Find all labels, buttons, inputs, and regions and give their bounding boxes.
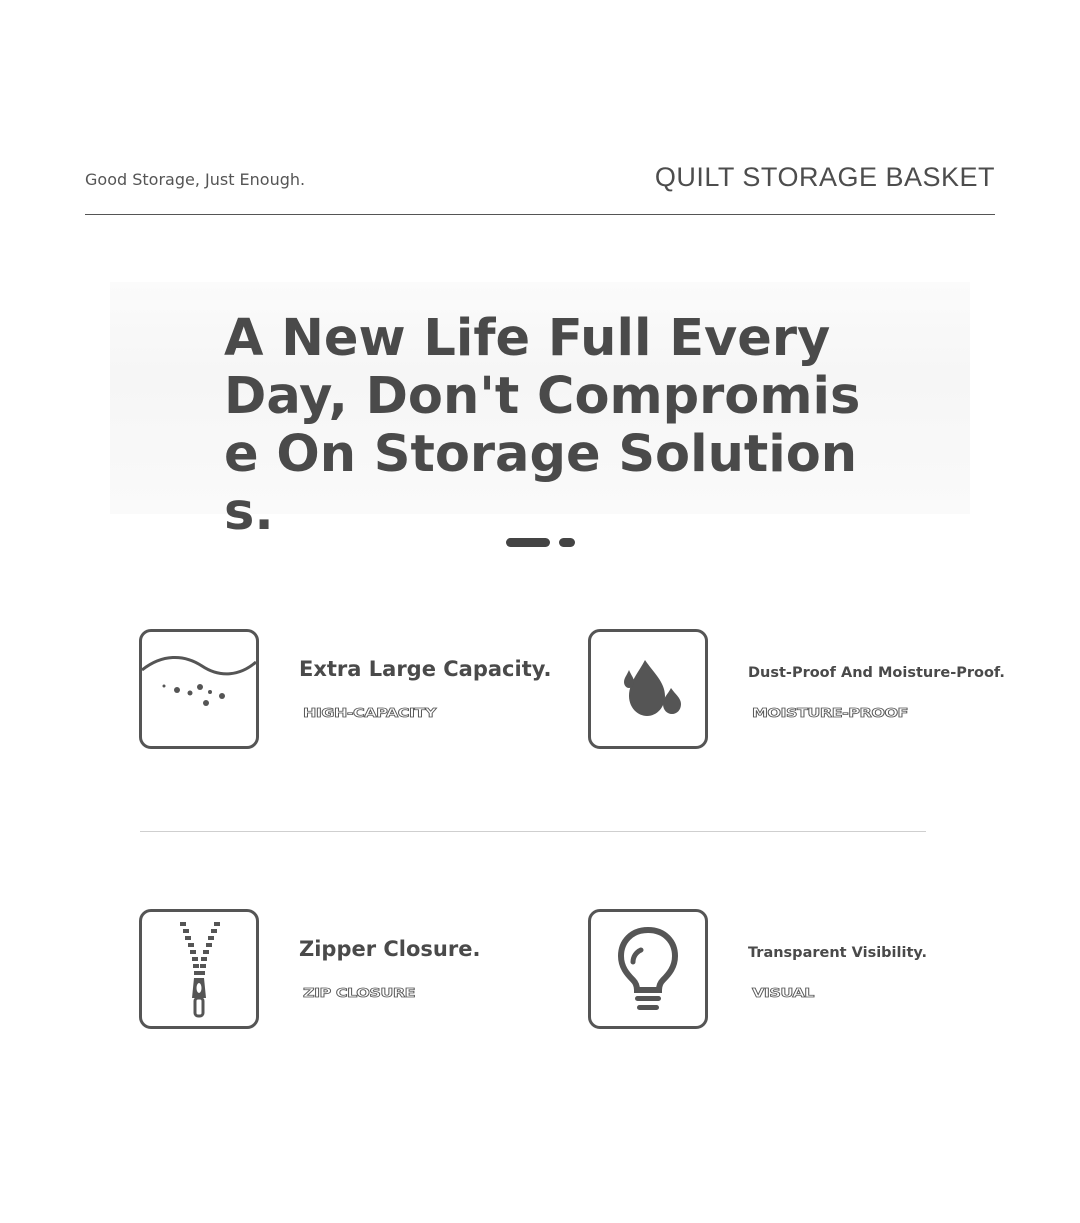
feature-title: Zipper Closure. xyxy=(299,937,481,961)
carousel-dot-1[interactable] xyxy=(506,538,550,547)
feature-subtitle: VISUAL xyxy=(752,985,814,1001)
feature-text xyxy=(299,909,559,1029)
carousel-dot-2[interactable] xyxy=(559,538,575,547)
lightbulb-icon xyxy=(588,909,708,1029)
feature-title: Extra Large Capacity. xyxy=(299,657,552,681)
water-drops-icon xyxy=(588,629,708,749)
brand-title: QUILT STORAGE BASKET xyxy=(654,162,995,192)
feature-title: Transparent Visibility. xyxy=(748,945,928,961)
feature-transparent xyxy=(588,909,1008,1029)
feature-text xyxy=(748,629,1008,749)
feature-title: Dust-Proof And Moisture-Proof. xyxy=(748,665,1005,681)
feature-subtitle: ZIP CLOSURE xyxy=(303,985,416,1001)
capacity-icon xyxy=(139,629,259,749)
feature-text xyxy=(299,629,559,749)
header xyxy=(85,158,995,215)
feature-text xyxy=(748,909,1008,1029)
feature-capacity xyxy=(139,629,559,749)
zipper-icon xyxy=(139,909,259,1029)
hero-headline: A New Life Full Every Day, Don't Compromise On Storage Solutions. xyxy=(224,309,861,542)
feature-subtitle: HIGH-CAPACITY xyxy=(303,705,436,721)
feature-moisture-proof xyxy=(588,629,1008,749)
section-divider xyxy=(140,831,926,832)
carousel-dots xyxy=(506,538,575,547)
feature-zipper xyxy=(139,909,559,1029)
tagline: Good Storage, Just Enough. xyxy=(85,170,306,189)
feature-subtitle: MOISTURE-PROOF xyxy=(752,705,908,721)
